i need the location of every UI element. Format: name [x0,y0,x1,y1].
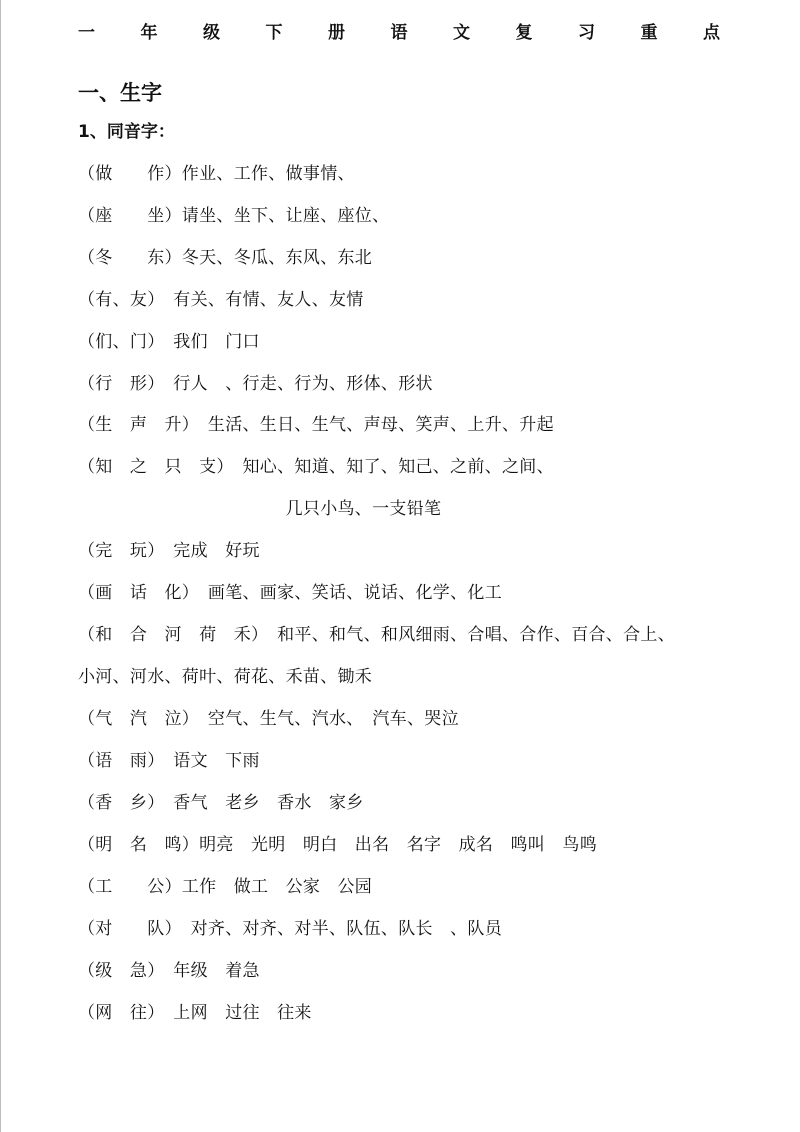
text-line: （画 话 化） 画笔、画家、笑话、说话、化学、化工 [78,583,502,603]
title-char: 语 [390,23,408,43]
title-char: 册 [328,23,345,43]
text-line: （知 之 只 支） 知心、知道、知了、知己、之前、之间、 [78,457,554,477]
title-char: 级 [203,23,220,43]
document-title [78,22,720,44]
title-char: 下 [265,23,283,43]
text-line: （语 雨） 语文 下雨 [78,751,260,771]
text-line: （生 声 升） 生活、生日、生气、声母、笑声、上升、升起 [78,415,554,435]
text-line: （行 形） 行人 、行走、行为、形体、形状 [78,374,433,394]
title-char: 文 [453,23,470,43]
title-char: 习 [578,23,595,43]
text-line: （和 合 河 荷 禾） 和平、和气、和风细雨、合唱、合作、百合、合上、 [78,625,675,645]
text-line: （完 玩） 完成 好玩 [78,541,260,561]
title-char: 点 [703,23,720,43]
title-char: 复 [515,23,533,43]
text-line: （香 乡） 香气 老乡 香水 家乡 [78,793,364,813]
text-line: （座 坐）请坐、坐下、让座、座位、 [78,206,390,226]
text-line: （气 汽 泣） 空气、生气、汽水、 汽车、哭泣 [78,709,459,729]
text-line: （们、门） 我们 门口 [78,332,260,352]
text-line: （工 公）工作 做工 公家 公园 [78,877,373,897]
text-line: （做 作）作业、工作、做事情、 [78,164,355,184]
text-line: 小河、河水、荷叶、荷花、禾苗、锄禾 [78,667,373,687]
text-line: （有、友） 有关、有情、友人、友情 [78,290,364,310]
text-line: （明 名 鸣）明亮 光明 明白 出名 名字 成名 鸣叫 鸟鸣 [78,835,597,855]
text-line: （网 往） 上网 过往 往来 [78,1003,312,1023]
title-char: 一 [78,23,95,43]
title-char: 年 [140,23,158,43]
section-heading: 一、生字 [78,81,162,105]
text-line: 几只小鸟、一支铅笔 [78,499,442,519]
text-line: （级 急） 年级 着急 [78,961,260,981]
text-line: （对 队） 对齐、对齐、对半、队伍、队长 、队员 [78,919,502,939]
subsection-heading: 1、同音字： [78,122,175,142]
title-char: 重 [640,23,658,43]
text-line: （冬 东）冬天、冬瓜、东风、东北 [78,248,373,268]
